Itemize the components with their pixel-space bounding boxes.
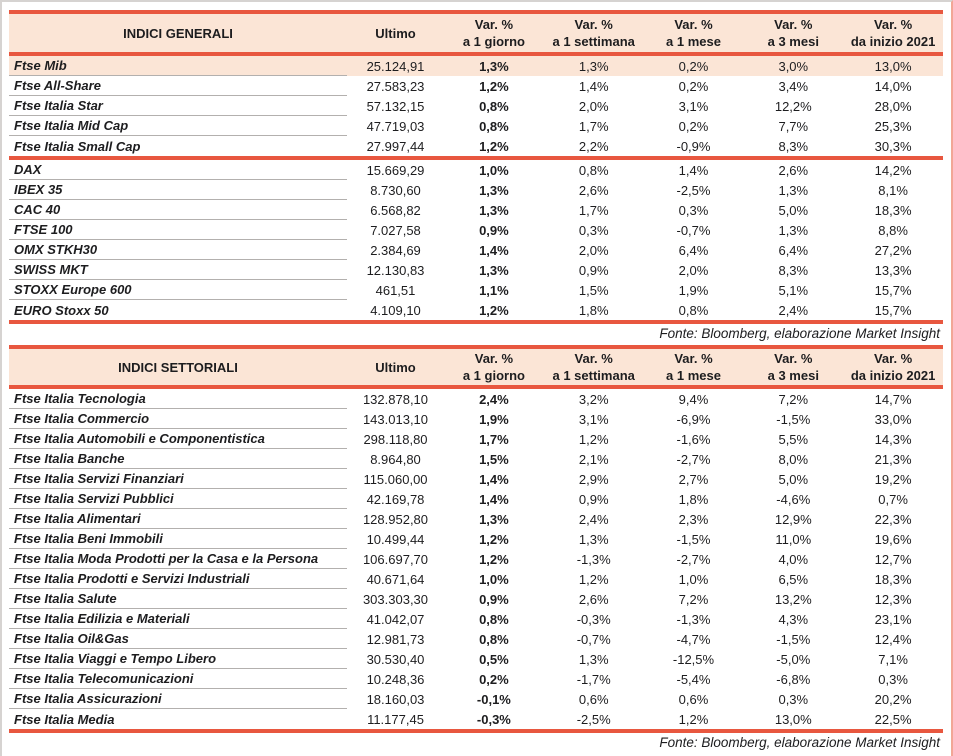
- column-header-line1: Var. %: [873, 17, 913, 32]
- var-3-mesi-value: 1,3%: [778, 222, 809, 238]
- column-header-var-1-settimana: [544, 349, 644, 385]
- column-header-line2: a 1 giorno: [462, 368, 525, 383]
- ultimo-value: 298.118,80: [363, 431, 428, 447]
- column-header-line2: da inizio 2021: [850, 368, 936, 383]
- table-row: [9, 300, 943, 320]
- var-da-inizio-2021-value: 14,0%: [874, 78, 912, 94]
- index-name: STOXX Europe 600: [9, 280, 347, 300]
- var-1-mese-value: 2,3%: [678, 511, 709, 527]
- index-name: Ftse Italia Banche: [9, 449, 347, 469]
- index-name: Ftse Italia Viaggi e Tempo Libero: [9, 649, 347, 669]
- var-3-mesi-value: 4,3%: [778, 611, 809, 627]
- var-1-settimana-value: 1,2%: [578, 571, 609, 587]
- var-1-settimana-value: -0,7%: [576, 631, 611, 647]
- index-name: DAX: [9, 160, 347, 180]
- index-name: Ftse Italia Small Cap: [14, 138, 141, 154]
- ultimo-value: 7.027,58: [370, 222, 421, 238]
- var-da-inizio-2021-value: 13,0%: [874, 58, 912, 74]
- var-1-settimana-value: 0,9%: [578, 262, 609, 278]
- var-1-mese-value: -2,7%: [676, 551, 711, 567]
- index-name: SWISS MKT: [9, 260, 347, 280]
- var-1-giorno-value: 1,3%: [479, 511, 509, 527]
- var-1-giorno-value: 1,2%: [479, 551, 509, 567]
- index-name: Ftse Italia Assicurazioni: [9, 689, 347, 709]
- index-name: Ftse Italia Prodotti e Servizi Industriali: [9, 569, 347, 589]
- table-row: [9, 180, 943, 200]
- var-1-mese-value: 3,1%: [678, 98, 709, 114]
- ultimo-value: 47.719,03: [366, 118, 425, 134]
- table-row: [9, 489, 943, 509]
- column-header-var-3-mesi: [743, 14, 843, 52]
- var-1-giorno-value: 0,2%: [479, 671, 509, 687]
- var-1-giorno-value: 1,1%: [479, 282, 509, 298]
- table-row: [9, 529, 943, 549]
- var-1-giorno-value: 1,5%: [479, 451, 509, 467]
- international-indices-group: [9, 160, 943, 320]
- var-3-mesi-value: -6,8%: [776, 671, 811, 687]
- column-header-line2: a 1 mese: [666, 34, 721, 49]
- var-1-settimana-value: 0,9%: [578, 491, 609, 507]
- var-1-settimana-value: 3,1%: [578, 411, 609, 427]
- var-1-giorno-value: 1,0%: [479, 571, 509, 587]
- index-name: Ftse Italia Moda Prodotti per la Casa e la Persona: [9, 549, 347, 569]
- index-name: EURO Stoxx 50: [14, 302, 109, 318]
- var-1-settimana-value: 1,3%: [578, 531, 609, 547]
- column-header-line1: Var. %: [774, 351, 813, 366]
- var-3-mesi-value: -5,0%: [776, 651, 811, 667]
- var-da-inizio-2021-value: 20,2%: [874, 691, 912, 707]
- column-header-line2: a 1 settimana: [552, 34, 635, 49]
- var-da-inizio-2021-value: 8,8%: [878, 222, 908, 238]
- var-1-giorno-value: 0,8%: [479, 118, 509, 134]
- var-1-giorno-value: -0,1%: [476, 691, 511, 707]
- var-da-inizio-2021-value: 14,7%: [874, 391, 912, 407]
- ultimo-value: 461,51: [375, 282, 416, 298]
- var-3-mesi-value: 12,9%: [774, 511, 812, 527]
- var-da-inizio-2021-value: 33,0%: [874, 411, 912, 427]
- table-title: INDICI SETTORIALI: [118, 359, 238, 375]
- table-row: [9, 260, 943, 280]
- indici-generali-table: [9, 10, 943, 343]
- ultimo-value: 2.384,69: [370, 242, 421, 258]
- var-3-mesi-value: 5,1%: [778, 282, 809, 298]
- table-row: [9, 609, 943, 629]
- index-name: Ftse Italia Tecnologia: [9, 389, 347, 409]
- var-1-settimana-value: 2,0%: [578, 242, 609, 258]
- column-header-line1: Var. %: [774, 17, 813, 32]
- column-header-line2: a 1 giorno: [462, 34, 525, 49]
- var-3-mesi-value: -1,5%: [776, 411, 811, 427]
- index-name: Ftse Italia Alimentari: [9, 509, 347, 529]
- table-row: [9, 409, 943, 429]
- table-title: INDICI GENERALI: [123, 25, 233, 41]
- var-da-inizio-2021-value: 14,3%: [874, 431, 912, 447]
- var-3-mesi-value: 7,7%: [778, 118, 809, 134]
- var-3-mesi-value: 6,4%: [778, 242, 809, 258]
- var-3-mesi-value: 1,3%: [778, 182, 809, 198]
- var-1-giorno-value: 1,2%: [479, 531, 509, 547]
- table-row: [9, 689, 943, 709]
- index-name: Ftse Italia Mid Cap: [9, 116, 347, 136]
- var-3-mesi-value: 8,0%: [778, 451, 809, 467]
- var-3-mesi-value: 3,0%: [778, 58, 809, 74]
- var-1-mese-value: -5,4%: [676, 671, 711, 687]
- var-1-mese-value: -6,9%: [676, 411, 711, 427]
- var-3-mesi-value: 4,0%: [778, 551, 809, 567]
- var-da-inizio-2021-value: 12,3%: [874, 591, 912, 607]
- index-name: Ftse Italia Media: [14, 711, 115, 727]
- ultimo-value: 106.697,70: [362, 551, 429, 567]
- var-da-inizio-2021-value: 18,3%: [874, 571, 912, 587]
- column-header-line2: a 3 mesi: [767, 34, 819, 49]
- var-3-mesi-value: -1,5%: [776, 631, 811, 647]
- var-1-giorno-value: 2,4%: [479, 391, 509, 407]
- table-row: [9, 669, 943, 689]
- var-1-mese-value: 6,4%: [678, 242, 709, 258]
- table-row: [9, 469, 943, 489]
- table-row: [9, 240, 943, 260]
- table-row: [9, 76, 943, 96]
- italian-indices-group: [9, 56, 943, 156]
- column-header-line1: Var. %: [574, 351, 613, 366]
- var-1-giorno-value: 0,8%: [479, 98, 509, 114]
- var-1-mese-value: 0,2%: [678, 58, 709, 74]
- ultimo-value: 4.109,10: [370, 302, 421, 318]
- ultimo-value: 115.060,00: [363, 471, 428, 487]
- var-1-giorno-value: 0,9%: [479, 591, 509, 607]
- ultimo-value: 27.997,44: [366, 138, 425, 154]
- column-header-line1: Var. %: [873, 351, 913, 366]
- var-da-inizio-2021-value: 12,7%: [874, 551, 912, 567]
- var-1-settimana-value: -1,7%: [576, 671, 611, 687]
- source-note: Fonte: Bloomberg, elaborazione Market Insight: [659, 735, 940, 750]
- ultimo-value: 143.013,10: [362, 411, 429, 427]
- var-da-inizio-2021-value: 18,3%: [874, 202, 912, 218]
- index-name: OMX STKH30: [9, 240, 347, 260]
- var-3-mesi-value: 5,0%: [778, 202, 809, 218]
- ultimo-value: 42.169,78: [366, 491, 425, 507]
- var-1-giorno-value: 1,4%: [479, 491, 509, 507]
- var-1-mese-value: -4,7%: [676, 631, 711, 647]
- var-1-mese-value: -12,5%: [672, 651, 715, 667]
- ultimo-value: 27.583,23: [366, 78, 425, 94]
- table-row: [9, 200, 943, 220]
- var-1-settimana-value: 2,4%: [578, 511, 609, 527]
- var-da-inizio-2021-value: 30,3%: [874, 138, 912, 154]
- ultimo-value: 10.499,44: [366, 531, 425, 547]
- column-header-var-da-inizio-2021: [843, 14, 943, 52]
- var-1-mese-value: 2,0%: [678, 262, 709, 278]
- column-header-var-1-giorno: [444, 14, 544, 52]
- ultimo-value: 10.248,36: [366, 671, 425, 687]
- var-3-mesi-value: 8,3%: [778, 138, 809, 154]
- table-row: [9, 116, 943, 136]
- table-row: [9, 509, 943, 529]
- var-da-inizio-2021-value: 7,1%: [878, 651, 908, 667]
- var-1-mese-value: 1,9%: [678, 282, 709, 298]
- column-header-line1: Var. %: [574, 17, 613, 32]
- table-row: [9, 649, 943, 669]
- index-name: Ftse Italia Oil&Gas: [9, 629, 347, 649]
- table-row: [9, 160, 943, 180]
- table-row: [9, 449, 943, 469]
- var-1-mese-value: -2,7%: [676, 451, 711, 467]
- var-1-settimana-value: 1,3%: [578, 651, 609, 667]
- var-1-settimana-value: 2,2%: [578, 138, 609, 154]
- var-1-giorno-value: 0,9%: [479, 222, 509, 238]
- var-da-inizio-2021-value: 13,3%: [874, 262, 912, 278]
- index-name: Ftse Italia Beni Immobili: [9, 529, 347, 549]
- var-1-mese-value: 7,2%: [678, 591, 709, 607]
- var-1-giorno-value: 1,4%: [479, 471, 509, 487]
- var-1-mese-value: 1,0%: [678, 571, 709, 587]
- var-1-giorno-value: 0,8%: [479, 611, 509, 627]
- var-1-giorno-value: 1,7%: [479, 431, 509, 447]
- var-1-mese-value: -2,5%: [676, 182, 711, 198]
- var-1-mese-value: 1,8%: [678, 491, 709, 507]
- column-header-line2: a 3 mesi: [767, 368, 819, 383]
- ultimo-value: 41.042,07: [366, 611, 425, 627]
- column-header-var-3-mesi: [743, 349, 843, 385]
- var-1-mese-value: 9,4%: [678, 391, 709, 407]
- var-da-inizio-2021-value: 21,3%: [874, 451, 912, 467]
- var-3-mesi-value: 13,2%: [774, 591, 812, 607]
- column-header-var-1-giorno: [444, 349, 544, 385]
- var-1-settimana-value: 2,6%: [578, 591, 609, 607]
- var-1-mese-value: -0,9%: [676, 138, 711, 154]
- var-1-settimana-value: 2,1%: [578, 451, 609, 467]
- var-1-giorno-value: 1,3%: [479, 182, 509, 198]
- table-row: [9, 589, 943, 609]
- var-1-giorno-value: 0,5%: [479, 651, 509, 667]
- var-3-mesi-value: 3,4%: [778, 78, 809, 94]
- column-header-line1: Var. %: [674, 351, 713, 366]
- var-3-mesi-value: 8,3%: [778, 262, 809, 278]
- var-1-giorno-value: 1,3%: [479, 202, 509, 218]
- ultimo-value: 303.303,30: [362, 591, 429, 607]
- table-row: [9, 56, 943, 76]
- var-1-mese-value: -1,3%: [676, 611, 711, 627]
- var-1-mese-value: 2,7%: [678, 471, 709, 487]
- table-row: [9, 569, 943, 589]
- var-da-inizio-2021-value: 23,1%: [874, 611, 912, 627]
- ultimo-value: 40.671,64: [366, 571, 425, 587]
- index-name: Ftse Italia Telecomunicazioni: [9, 669, 347, 689]
- column-header-var-1-mese: [644, 349, 744, 385]
- var-1-mese-value: 1,2%: [678, 711, 709, 727]
- var-1-settimana-value: 1,8%: [578, 302, 609, 318]
- ultimo-value: 132.878,10: [362, 391, 429, 407]
- var-1-settimana-value: 1,7%: [578, 202, 609, 218]
- var-3-mesi-value: 2,4%: [778, 302, 809, 318]
- index-name: Ftse Italia Automobili e Componentistica: [9, 429, 347, 449]
- var-1-giorno-value: -0,3%: [476, 711, 511, 727]
- ultimo-value: 25.124,91: [366, 58, 425, 74]
- table-row: [9, 429, 943, 449]
- var-3-mesi-value: 7,2%: [778, 391, 809, 407]
- var-da-inizio-2021-value: 14,2%: [874, 162, 912, 178]
- table-header-row: [9, 14, 943, 52]
- var-1-settimana-value: 2,0%: [578, 98, 609, 114]
- var-3-mesi-value: 5,5%: [778, 431, 809, 447]
- table-row: [9, 280, 943, 300]
- var-1-settimana-value: -1,3%: [576, 551, 611, 567]
- var-3-mesi-value: 2,6%: [778, 162, 809, 178]
- var-da-inizio-2021-value: 8,1%: [878, 182, 908, 198]
- ultimo-value: 57.132,15: [366, 98, 425, 114]
- var-1-settimana-value: 2,9%: [578, 471, 609, 487]
- var-da-inizio-2021-value: 19,2%: [874, 471, 912, 487]
- index-name: Ftse Italia Servizi Pubblici: [9, 489, 347, 509]
- column-header-var-1-mese: [644, 14, 744, 52]
- var-3-mesi-value: 11,0%: [775, 531, 812, 547]
- var-1-settimana-value: -0,3%: [576, 611, 611, 627]
- var-1-mese-value: -1,6%: [676, 431, 711, 447]
- var-da-inizio-2021-value: 15,7%: [874, 302, 912, 318]
- ultimo-value: 12.981,73: [366, 631, 425, 647]
- var-1-giorno-value: 1,0%: [479, 162, 509, 178]
- index-name: Ftse Italia Salute: [9, 589, 347, 609]
- var-1-giorno-value: 1,2%: [479, 78, 509, 94]
- var-da-inizio-2021-value: 12,4%: [874, 631, 912, 647]
- var-1-mese-value: 0,2%: [678, 118, 709, 134]
- indici-settoriali-table: [9, 345, 943, 752]
- var-1-giorno-value: 1,3%: [479, 58, 509, 74]
- source-note: Fonte: Bloomberg, elaborazione Market Insight: [659, 326, 940, 341]
- var-1-giorno-value: 1,2%: [479, 302, 509, 318]
- var-3-mesi-value: 5,0%: [778, 471, 809, 487]
- var-1-giorno-value: 1,2%: [479, 138, 509, 154]
- ultimo-value: 30.530,40: [366, 651, 425, 667]
- var-da-inizio-2021-value: 22,5%: [874, 711, 912, 727]
- ultimo-value: 8.730,60: [370, 182, 421, 198]
- var-1-settimana-value: -2,5%: [576, 711, 611, 727]
- table-row: [9, 136, 943, 156]
- var-1-giorno-value: 1,9%: [479, 411, 509, 427]
- ultimo-value: 12.130,83: [366, 262, 425, 278]
- column-header-line2: da inizio 2021: [850, 34, 936, 49]
- var-3-mesi-value: 13,0%: [774, 711, 812, 727]
- sector-indices-group: [9, 389, 943, 729]
- var-1-settimana-value: 1,7%: [578, 118, 609, 134]
- var-1-mese-value: 0,8%: [678, 302, 709, 318]
- table-row: [9, 96, 943, 116]
- column-header-line2: a 1 mese: [666, 368, 721, 383]
- var-1-settimana-value: 3,2%: [578, 391, 609, 407]
- ultimo-value: 18.160,03: [366, 691, 425, 707]
- table-row: [9, 389, 943, 409]
- var-1-mese-value: 0,3%: [678, 202, 709, 218]
- var-1-settimana-value: 0,8%: [578, 162, 609, 178]
- ultimo-value: 15.669,29: [366, 162, 425, 178]
- var-1-settimana-value: 1,2%: [578, 431, 609, 447]
- column-header-line1: Var. %: [674, 17, 713, 32]
- var-1-settimana-value: 1,4%: [578, 78, 609, 94]
- index-name: Ftse Italia Servizi Finanziari: [9, 469, 347, 489]
- table-header-row: [9, 349, 943, 385]
- var-da-inizio-2021-value: 19,6%: [874, 531, 912, 547]
- var-1-mese-value: 1,4%: [678, 162, 709, 178]
- index-name: Ftse Italia Commercio: [9, 409, 347, 429]
- ultimo-value: 6.568,82: [370, 202, 421, 218]
- column-header-line1: Var. %: [474, 351, 514, 366]
- var-1-mese-value: 0,2%: [678, 78, 709, 94]
- ultimo-value: 8.964,80: [370, 451, 421, 467]
- index-name: IBEX 35: [9, 180, 347, 200]
- var-3-mesi-value: -4,6%: [776, 491, 811, 507]
- var-1-giorno-value: 1,4%: [479, 242, 509, 258]
- var-1-settimana-value: 1,3%: [578, 58, 609, 74]
- ultimo-value: 11.177,45: [367, 711, 424, 727]
- var-1-settimana-value: 1,5%: [578, 282, 609, 298]
- var-da-inizio-2021-value: 0,3%: [878, 671, 908, 687]
- ultimo-value: 128.952,80: [362, 511, 429, 527]
- var-1-settimana-value: 0,3%: [578, 222, 609, 238]
- var-da-inizio-2021-value: 0,7%: [878, 491, 908, 507]
- table-row: [9, 709, 943, 729]
- column-header-var-da-inizio-2021: [843, 349, 943, 385]
- var-3-mesi-value: 6,5%: [778, 571, 809, 587]
- var-3-mesi-value: 0,3%: [778, 691, 809, 707]
- table-row: [9, 220, 943, 240]
- column-header-line2: a 1 settimana: [552, 368, 635, 383]
- var-da-inizio-2021-value: 15,7%: [874, 282, 912, 298]
- var-1-mese-value: -0,7%: [676, 222, 711, 238]
- var-1-mese-value: 0,6%: [678, 691, 709, 707]
- var-da-inizio-2021-value: 27,2%: [874, 242, 912, 258]
- index-name: FTSE 100: [9, 220, 347, 240]
- var-1-mese-value: -1,5%: [676, 531, 711, 547]
- index-name: Ftse All-Share: [9, 76, 347, 96]
- var-1-settimana-value: 2,6%: [578, 182, 609, 198]
- index-name: Ftse Italia Edilizia e Materiali: [9, 609, 347, 629]
- var-1-giorno-value: 1,3%: [479, 262, 509, 278]
- index-name: Ftse Italia Star: [9, 96, 347, 116]
- index-name: Ftse Mib: [9, 56, 347, 76]
- var-3-mesi-value: 12,2%: [774, 98, 812, 114]
- column-header-ultimo: Ultimo: [375, 359, 416, 375]
- var-da-inizio-2021-value: 28,0%: [874, 98, 912, 114]
- var-da-inizio-2021-value: 25,3%: [874, 118, 912, 134]
- var-da-inizio-2021-value: 22,3%: [874, 511, 912, 527]
- index-name: CAC 40: [9, 200, 347, 220]
- var-1-giorno-value: 0,8%: [479, 631, 509, 647]
- column-header-ultimo: Ultimo: [375, 25, 416, 41]
- table-row: [9, 629, 943, 649]
- var-1-settimana-value: 0,6%: [578, 691, 609, 707]
- column-header-var-1-settimana: [544, 14, 644, 52]
- column-header-line1: Var. %: [474, 17, 514, 32]
- table-row: [9, 549, 943, 569]
